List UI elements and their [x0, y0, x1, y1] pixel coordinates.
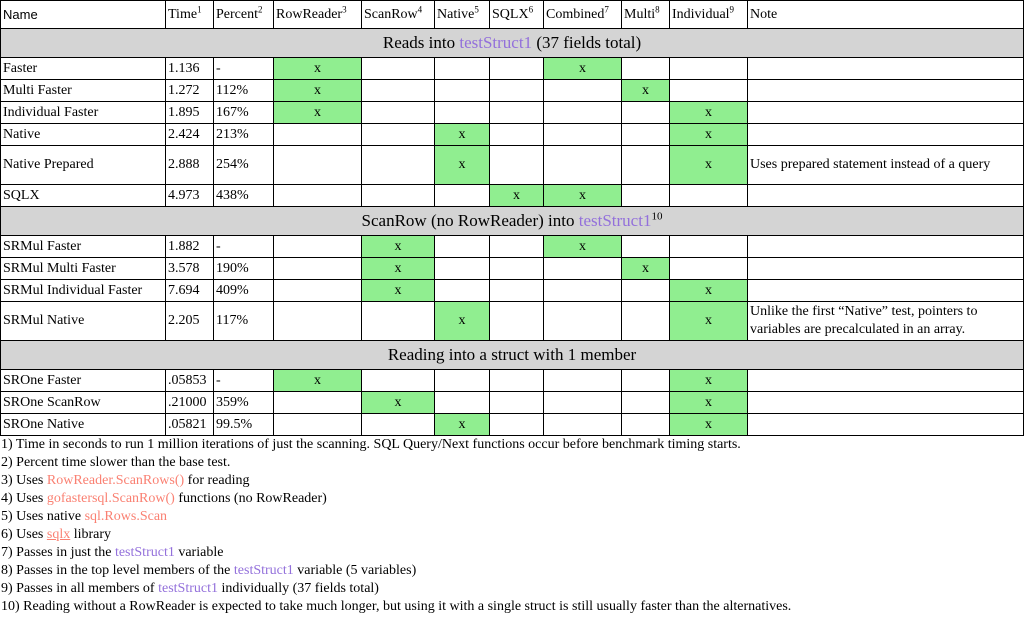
section-title — [1, 29, 1024, 58]
mark-cell-scanrow — [362, 236, 435, 258]
row-name: Native Prepared — [1, 146, 166, 185]
footnote-3 — [1, 472, 1024, 490]
mark-cell-rowreader — [274, 370, 362, 392]
mark-cell-scanrow — [362, 258, 435, 280]
column-header-scanrow: ScanRow$^4$ — [362, 1, 435, 29]
mark-cell-native — [435, 124, 490, 146]
row-name: SRMul Faster — [1, 236, 166, 258]
mark-cell-combined — [544, 302, 622, 341]
footnote-10 — [1, 598, 1024, 616]
mark-cell-native — [435, 185, 490, 207]
column-header-individual: Individual$^9$ — [670, 1, 748, 29]
mark-cell-rowreader — [274, 258, 362, 280]
mark-cell-individual — [670, 370, 748, 392]
footnote-text: 5) Uses native — [1, 509, 85, 524]
row-name: SRMul Native — [1, 302, 166, 341]
mark-cell-native — [435, 302, 490, 341]
row-percent: - — [214, 58, 274, 80]
mark-cell-rowreader — [274, 302, 362, 341]
mark-cell-scanrow — [362, 102, 435, 124]
column-header-note: Note — [748, 1, 1024, 29]
mark-cell-rowreader — [274, 236, 362, 258]
mark-cell-individual — [670, 302, 748, 341]
mark-cell-sqlx — [490, 124, 544, 146]
row-name: SRMul Multi Faster — [1, 258, 166, 280]
section-struct-name: testStruct1 — [578, 211, 652, 230]
mark-cell-native — [435, 236, 490, 258]
row-name: Native — [1, 124, 166, 146]
mark-cell-sqlx — [490, 370, 544, 392]
footnote-text: library — [70, 527, 112, 542]
mark-cell-individual — [670, 280, 748, 302]
mark-cell-multi — [622, 58, 670, 80]
footnote-9 — [1, 580, 1024, 598]
footnote-text: 1) Time in seconds to run 1 million iterations of just the scanning. SQL Query/Next functions occur before benchmark timing starts. — [1, 437, 741, 452]
mark-cell-sqlx — [490, 58, 544, 80]
mark-cell-multi — [622, 124, 670, 146]
row-percent: 112% — [214, 80, 274, 102]
table-row — [1, 236, 1024, 258]
mark-cell-rowreader — [274, 124, 362, 146]
mark-cell-scanrow — [362, 370, 435, 392]
row-percent: 409% — [214, 280, 274, 302]
row-time: 2.424 — [166, 124, 214, 146]
row-note — [748, 280, 1024, 302]
footnote-code: testStruct1 — [233, 563, 294, 578]
table-row — [1, 370, 1024, 392]
mark-cell-multi — [622, 102, 670, 124]
footnotes — [0, 436, 1024, 616]
column-header-name: Name — [1, 1, 166, 29]
mark-cell-multi — [622, 370, 670, 392]
mark-cell-combined — [544, 102, 622, 124]
table-row — [1, 280, 1024, 302]
footnote-text: variable — [174, 545, 224, 560]
row-percent: 167% — [214, 102, 274, 124]
mark-cell-combined — [544, 414, 622, 436]
row-note — [748, 370, 1024, 392]
mark-cell-rowreader — [274, 280, 362, 302]
mark-cell-combined — [544, 370, 622, 392]
footnote-text: 3) Uses — [1, 473, 47, 488]
mark-cell-combined — [544, 58, 622, 80]
mark-cell-native — [435, 280, 490, 302]
row-percent: - — [214, 236, 274, 258]
row-name: Individual Faster — [1, 102, 166, 124]
row-note — [748, 392, 1024, 414]
column-header-combined: Combined$^7$ — [544, 1, 622, 29]
row-time: 1.895 — [166, 102, 214, 124]
footnote-code: testStruct1 — [114, 545, 175, 560]
footnote-text: for reading — [184, 473, 250, 488]
table-body — [1, 29, 1024, 436]
column-header-rowreader: RowReader$^3$ — [274, 1, 362, 29]
mark-cell-native — [435, 80, 490, 102]
row-time: 1.882 — [166, 236, 214, 258]
mark-cell-rowreader — [274, 58, 362, 80]
row-time: .05821 — [166, 414, 214, 436]
row-percent: 117% — [214, 302, 274, 341]
mark-cell-multi — [622, 302, 670, 341]
section-title-text: ScanRow (no RowReader) into — [361, 211, 579, 230]
mark-cell-sqlx — [490, 146, 544, 185]
footnote-code: testStruct1 — [158, 581, 218, 596]
mark-cell-native — [435, 102, 490, 124]
row-time: 1.272 — [166, 80, 214, 102]
row-note — [748, 58, 1024, 80]
mark-cell-combined — [544, 280, 622, 302]
mark-cell-native — [435, 392, 490, 414]
column-header-sqlx: SQLX$^6$ — [490, 1, 544, 29]
mark-cell-individual — [670, 124, 748, 146]
section-header — [1, 29, 1024, 58]
table-row — [1, 80, 1024, 102]
mark-cell-multi — [622, 80, 670, 102]
row-name: SQLX — [1, 185, 166, 207]
row-time: 2.205 — [166, 302, 214, 341]
row-note: Unlike the first “Native” test, pointers to variables are precalculated in an array. — [748, 302, 1024, 341]
mark-cell-multi — [622, 146, 670, 185]
mark-cell-scanrow — [362, 80, 435, 102]
mark-cell-scanrow — [362, 146, 435, 185]
mark-cell-rowreader — [274, 146, 362, 185]
row-name: SROne Native — [1, 414, 166, 436]
mark-cell-sqlx — [490, 236, 544, 258]
footnote-text: variable (5 variables) — [293, 563, 417, 578]
mark-cell-combined — [544, 258, 622, 280]
footnote-text: 9) Passes in all members of — [1, 581, 159, 596]
mark-cell-sqlx — [490, 80, 544, 102]
footnote-code[interactable]: RowReader.ScanRows() — [46, 473, 185, 488]
mark-cell-scanrow — [362, 124, 435, 146]
section-title — [1, 207, 1024, 236]
mark-cell-sqlx — [490, 185, 544, 207]
footnote-text: 2) Percent time slower than the base test. — [1, 455, 231, 470]
mark-cell-individual — [670, 146, 748, 185]
mark-cell-native — [435, 258, 490, 280]
mark-cell-rowreader — [274, 102, 362, 124]
section-title — [1, 341, 1024, 370]
row-note — [748, 102, 1024, 124]
row-name: SROne ScanRow — [1, 392, 166, 414]
mark-cell-scanrow — [362, 185, 435, 207]
mark-cell-multi — [622, 185, 670, 207]
row-percent: 438% — [214, 185, 274, 207]
footnote-2 — [1, 454, 1024, 472]
mark-cell-individual — [670, 58, 748, 80]
table-row — [1, 392, 1024, 414]
footnote-text: individually (37 fields total) — [217, 581, 379, 596]
mark-cell-scanrow — [362, 58, 435, 80]
row-name: SRMul Individual Faster — [1, 280, 166, 302]
row-percent: 213% — [214, 124, 274, 146]
mark-cell-sqlx — [490, 392, 544, 414]
column-header-native: Native$^5$ — [435, 1, 490, 29]
mark-cell-rowreader — [274, 392, 362, 414]
row-note — [748, 236, 1024, 258]
footnote-text: 10) Reading without a RowReader is expected to take much longer, but using it with a single struct is still usually faster than the alternatives. — [1, 599, 792, 614]
footnote-1 — [1, 436, 1024, 454]
mark-cell-individual — [670, 236, 748, 258]
mark-cell-multi — [622, 258, 670, 280]
footnote-text: 6) Uses — [1, 527, 47, 542]
footnote-7 — [1, 544, 1024, 562]
footnote-code[interactable]: sqlx — [46, 527, 71, 542]
mark-cell-individual — [670, 80, 748, 102]
row-name: Faster — [1, 58, 166, 80]
mark-cell-scanrow — [362, 302, 435, 341]
table-row — [1, 185, 1024, 207]
column-header-time: Time$^1$ — [166, 1, 214, 29]
row-time: 4.973 — [166, 185, 214, 207]
row-percent: 190% — [214, 258, 274, 280]
mark-cell-scanrow — [362, 414, 435, 436]
mark-cell-individual — [670, 102, 748, 124]
row-name: Multi Faster — [1, 80, 166, 102]
footnote-text: 7) Passes in just the — [1, 545, 115, 560]
section-title-text: Reading into a struct with 1 member — [387, 345, 637, 364]
section-header — [1, 207, 1024, 236]
column-header-percent: Percent$^2$ — [214, 1, 274, 29]
mark-cell-native — [435, 370, 490, 392]
mark-cell-multi — [622, 280, 670, 302]
mark-cell-combined — [544, 236, 622, 258]
row-note: Uses prepared statement instead of a query — [748, 146, 1024, 185]
mark-cell-multi — [622, 236, 670, 258]
row-time: .21000 — [166, 392, 214, 414]
table-row — [1, 146, 1024, 185]
footnote-4 — [1, 490, 1024, 508]
row-note — [748, 80, 1024, 102]
mark-cell-native — [435, 414, 490, 436]
section-header — [1, 341, 1024, 370]
table-row — [1, 102, 1024, 124]
row-name: SROne Faster — [1, 370, 166, 392]
mark-cell-individual — [670, 392, 748, 414]
row-note — [748, 414, 1024, 436]
mark-cell-rowreader — [274, 414, 362, 436]
footnote-8 — [1, 562, 1024, 580]
table-row — [1, 258, 1024, 280]
mark-cell-individual — [670, 414, 748, 436]
mark-cell-combined — [544, 185, 622, 207]
mark-cell-scanrow — [362, 280, 435, 302]
mark-cell-sqlx — [490, 258, 544, 280]
mark-cell-combined — [544, 146, 622, 185]
mark-cell-sqlx — [490, 280, 544, 302]
row-time: .05853 — [166, 370, 214, 392]
mark-cell-rowreader — [274, 80, 362, 102]
column-header-multi: Multi$^8$ — [622, 1, 670, 29]
row-note — [748, 124, 1024, 146]
footnote-code[interactable]: gofastersql.ScanRow() — [46, 491, 175, 506]
mark-cell-native — [435, 146, 490, 185]
row-percent: 99.5% — [214, 414, 274, 436]
mark-cell-sqlx — [490, 302, 544, 341]
footnote-5 — [1, 508, 1024, 526]
row-percent: 254% — [214, 146, 274, 185]
table-row — [1, 124, 1024, 146]
table-row — [1, 58, 1024, 80]
mark-cell-rowreader — [274, 185, 362, 207]
row-time: 1.136 — [166, 58, 214, 80]
mark-cell-combined — [544, 80, 622, 102]
mark-cell-combined — [544, 124, 622, 146]
mark-cell-individual — [670, 185, 748, 207]
section-title-text: Reads into — [382, 33, 460, 52]
mark-cell-scanrow — [362, 392, 435, 414]
mark-cell-sqlx — [490, 102, 544, 124]
table-row — [1, 302, 1024, 341]
mark-cell-native — [435, 58, 490, 80]
mark-cell-multi — [622, 392, 670, 414]
header-row — [1, 1, 1024, 29]
mark-cell-individual — [670, 258, 748, 280]
table-row — [1, 414, 1024, 436]
section-title-suffix: (37 fields total) — [532, 33, 642, 52]
row-note — [748, 185, 1024, 207]
footnote-text: 4) Uses — [1, 491, 47, 506]
row-time: 7.694 — [166, 280, 214, 302]
mark-cell-sqlx — [490, 414, 544, 436]
mark-cell-combined — [544, 392, 622, 414]
row-percent: - — [214, 370, 274, 392]
mark-cell-multi — [622, 414, 670, 436]
footnote-text: 8) Passes in the top level members of the — [1, 563, 234, 578]
footnote-code[interactable]: sql.Rows.Scan — [84, 509, 168, 524]
section-struct-name: testStruct1 — [459, 33, 533, 52]
footnote-text: functions (no RowReader) — [174, 491, 327, 506]
row-time: 2.888 — [166, 146, 214, 185]
row-note — [748, 258, 1024, 280]
row-percent: 359% — [214, 392, 274, 414]
section-footnote-ref: 10 — [651, 210, 663, 223]
row-time: 3.578 — [166, 258, 214, 280]
footnote-6 — [1, 526, 1024, 544]
